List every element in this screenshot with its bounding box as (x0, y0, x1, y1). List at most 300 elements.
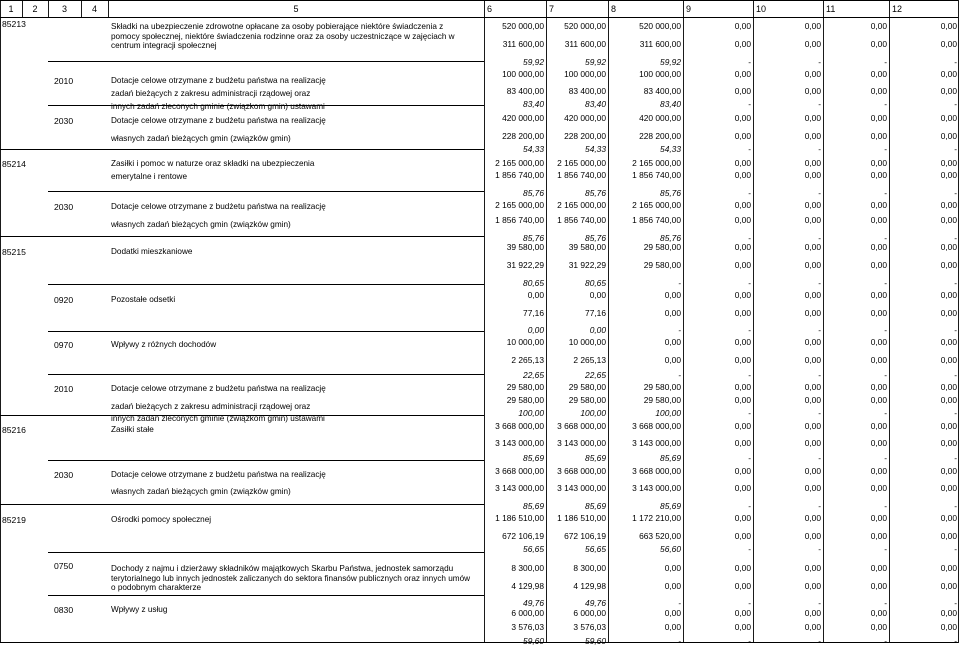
value-cell: 54,33 (523, 144, 544, 154)
value-cell: 2 165 000,00 (632, 158, 681, 168)
value-cell: - (818, 188, 821, 198)
row-description: Dotacje celowe otrzymane z budżetu państwa na realizację (111, 470, 326, 479)
value-cell: 0,00 (940, 563, 957, 573)
section-code: 85213 (2, 19, 26, 29)
value-cell: 6 000,00 (573, 608, 606, 618)
value-cell: 3 668 000,00 (495, 466, 544, 476)
paragraph-code: 2030 (54, 202, 74, 212)
value-cell: 0,00 (664, 563, 681, 573)
value-cell: 663 520,00 (639, 531, 681, 541)
value-cell: 0,00 (870, 113, 887, 123)
value-cell: - (678, 370, 681, 380)
value-cell: 0,00 (940, 69, 957, 79)
value-cell: 0,00 (734, 395, 751, 405)
row-description: innych zadań zleconych gminie (związkom gmin) ustawami (111, 414, 325, 423)
value-cell: 420 000,00 (564, 113, 606, 123)
paragraph-code: 0750 (54, 561, 74, 571)
value-cell: 0,00 (870, 337, 887, 347)
value-cell: 0,00 (870, 69, 887, 79)
value-cell: 0,00 (804, 200, 821, 210)
value-cell: 0,00 (804, 113, 821, 123)
value-cell: 22,65 (523, 370, 544, 380)
value-cell: 0,00 (940, 260, 957, 270)
value-cell: 0,00 (734, 531, 751, 541)
value-cell: 3 143 000,00 (632, 483, 681, 493)
value-cell: - (884, 544, 887, 554)
value-cell: - (818, 370, 821, 380)
value-cell: 0,00 (734, 355, 751, 365)
value-cell: 0,00 (870, 483, 887, 493)
value-cell: 2 165 000,00 (495, 158, 544, 168)
value-cell: 0,00 (940, 113, 957, 123)
value-cell: 0,00 (804, 563, 821, 573)
paragraph-code: 0970 (54, 340, 74, 350)
value-cell: - (748, 325, 751, 335)
value-cell: 420 000,00 (502, 113, 544, 123)
value-cell: 1 856 740,00 (495, 215, 544, 225)
value-cell: - (884, 370, 887, 380)
value-cell: - (884, 278, 887, 288)
value-cell: 0,00 (804, 395, 821, 405)
value-cell: 0,00 (734, 215, 751, 225)
value-cell: 2 165 000,00 (632, 200, 681, 210)
value-cell: - (748, 370, 751, 380)
value-cell: 0,00 (804, 581, 821, 591)
value-cell: 0,00 (734, 608, 751, 618)
value-cell: 3 668 000,00 (557, 466, 606, 476)
value-cell: 0,00 (870, 622, 887, 632)
value-cell: 8 300,00 (511, 563, 544, 573)
value-cell: 0,00 (664, 622, 681, 632)
value-cell: 0,00 (870, 382, 887, 392)
row-description: Dotacje celowe otrzymane z budżetu państwa na realizację (111, 116, 326, 125)
value-cell: - (818, 598, 821, 608)
value-cell: 0,00 (870, 158, 887, 168)
value-cell: 0,00 (804, 131, 821, 141)
row-description: Ośrodki pomocy społecznej (111, 515, 212, 524)
value-cell: - (818, 325, 821, 335)
value-cell: 0,00 (804, 158, 821, 168)
value-cell: - (954, 453, 957, 463)
column-header: 6 (487, 4, 493, 14)
value-cell: 85,69 (660, 453, 681, 463)
value-cell: 0,00 (940, 215, 957, 225)
value-cell: 0,00 (870, 563, 887, 573)
value-cell: 520 000,00 (639, 21, 681, 31)
value-cell: 420 000,00 (639, 113, 681, 123)
value-cell: 1 172 210,00 (632, 513, 681, 523)
value-cell: 0,00 (940, 290, 957, 300)
value-cell: 0,00 (664, 290, 681, 300)
value-cell: 100 000,00 (502, 69, 544, 79)
value-cell: - (884, 57, 887, 67)
value-cell: 3 143 000,00 (557, 483, 606, 493)
value-cell: - (954, 408, 957, 418)
value-cell: - (884, 144, 887, 154)
value-cell: 0,00 (940, 531, 957, 541)
value-cell: 0,00 (734, 200, 751, 210)
value-cell: 56,65 (523, 544, 544, 554)
value-cell: 54,33 (585, 144, 606, 154)
value-cell: 3 576,03 (511, 622, 544, 632)
value-cell: 3 668 000,00 (557, 421, 606, 431)
value-cell: 520 000,00 (564, 21, 606, 31)
value-cell: 0,00 (870, 21, 887, 31)
value-cell: 0,00 (804, 421, 821, 431)
value-cell: 3 668 000,00 (495, 421, 544, 431)
paragraph-code: 2030 (54, 470, 74, 480)
value-cell: 0,00 (804, 260, 821, 270)
value-cell: 0,00 (527, 325, 544, 335)
value-cell: 100,00 (580, 408, 606, 418)
value-cell: 0,00 (940, 513, 957, 523)
column-header: 3 (61, 4, 67, 14)
row-description: Dotacje celowe otrzymane z budżetu państwa na realizację (111, 76, 326, 85)
value-cell: 83 400,00 (643, 86, 681, 96)
value-cell: 22,65 (585, 370, 606, 380)
value-cell: 85,69 (523, 501, 544, 511)
value-cell: 31 922,29 (506, 260, 544, 270)
value-cell: 2 165 000,00 (557, 158, 606, 168)
value-cell: 0,00 (734, 170, 751, 180)
row-description: zadań bieżących z zakresu administracji rządowej oraz (111, 402, 311, 411)
value-cell: 3 143 000,00 (557, 438, 606, 448)
row-description: Składki na ubezpieczenie zdrowotne opłacane za osoby pobierające niektóre świadczenia z pomocy społecznej, niektóre świadczenia rodzinne oraz za osoby uczestniczące w zajęciach w centrum integracji społecznej (111, 22, 455, 51)
value-cell: 0,00 (734, 21, 751, 31)
value-cell: 0,00 (870, 131, 887, 141)
value-cell: 0,00 (870, 242, 887, 252)
value-cell: - (748, 233, 751, 243)
value-cell: 29 580,00 (568, 395, 606, 405)
value-cell: - (818, 636, 821, 646)
value-cell: 0,00 (940, 21, 957, 31)
value-cell: 0,00 (804, 355, 821, 365)
column-header: 12 (892, 4, 903, 14)
value-cell: 4 129,98 (573, 581, 606, 591)
value-cell: - (748, 408, 751, 418)
value-cell: 0,00 (804, 215, 821, 225)
value-cell: - (954, 99, 957, 109)
value-cell: 80,65 (585, 278, 606, 288)
value-cell: - (884, 325, 887, 335)
value-cell: 0,00 (940, 581, 957, 591)
value-cell: - (748, 57, 751, 67)
value-cell: 0,00 (734, 438, 751, 448)
value-cell: 10 000,00 (568, 337, 606, 347)
value-cell: 1 186 510,00 (557, 513, 606, 523)
value-cell: 29 580,00 (506, 395, 544, 405)
value-cell: 0,00 (734, 158, 751, 168)
value-cell: 83,40 (660, 99, 681, 109)
value-cell: 0,00 (804, 337, 821, 347)
value-cell: 59,60 (523, 636, 544, 646)
value-cell: - (954, 544, 957, 554)
value-cell: 0,00 (940, 242, 957, 252)
value-cell: 311 600,00 (564, 39, 606, 49)
value-cell: 0,00 (734, 39, 751, 49)
value-cell: 83,40 (523, 99, 544, 109)
column-header: 1 (8, 4, 14, 14)
value-cell: 672 106,19 (502, 531, 544, 541)
value-cell: - (954, 188, 957, 198)
value-cell: 672 106,19 (564, 531, 606, 541)
value-cell: 0,00 (804, 483, 821, 493)
value-cell: - (818, 544, 821, 554)
value-cell: 0,00 (734, 69, 751, 79)
section-code: 85214 (2, 159, 26, 169)
value-cell: 29 580,00 (506, 382, 544, 392)
value-cell: - (884, 453, 887, 463)
value-cell: - (954, 598, 957, 608)
value-cell: 0,00 (870, 39, 887, 49)
value-cell: 77,16 (523, 308, 544, 318)
value-cell: 85,76 (523, 233, 544, 243)
value-cell: - (748, 144, 751, 154)
value-cell: - (954, 325, 957, 335)
value-cell: 0,00 (589, 325, 606, 335)
value-cell: 0,00 (870, 608, 887, 618)
value-cell: - (748, 188, 751, 198)
column-header: 7 (549, 4, 555, 14)
value-cell: 85,76 (660, 188, 681, 198)
value-cell: 100 000,00 (639, 69, 681, 79)
column-header: 10 (756, 4, 767, 14)
value-cell: 31 922,29 (568, 260, 606, 270)
value-cell: 85,76 (585, 233, 606, 243)
value-cell: - (884, 233, 887, 243)
value-cell: 29 580,00 (643, 382, 681, 392)
value-cell: 0,00 (734, 466, 751, 476)
value-cell: 0,00 (804, 21, 821, 31)
value-cell: 77,16 (585, 308, 606, 318)
value-cell: 3 143 000,00 (632, 438, 681, 448)
column-header: 4 (91, 4, 97, 14)
value-cell: - (954, 278, 957, 288)
value-cell: 0,00 (734, 242, 751, 252)
row-description: Zasiłki stałe (111, 425, 154, 434)
value-cell: 0,00 (664, 581, 681, 591)
value-cell: 0,00 (940, 608, 957, 618)
value-cell: - (678, 278, 681, 288)
value-cell: 0,00 (804, 466, 821, 476)
row-description: Dodatki mieszkaniowe (111, 247, 193, 256)
value-cell: 0,00 (804, 608, 821, 618)
value-cell: - (818, 233, 821, 243)
value-cell: 0,00 (870, 438, 887, 448)
value-cell: 0,00 (734, 113, 751, 123)
value-cell: - (954, 636, 957, 646)
value-cell: 0,00 (804, 290, 821, 300)
value-cell: 0,00 (804, 39, 821, 49)
value-cell: 0,00 (734, 86, 751, 96)
value-cell: 2 165 000,00 (495, 200, 544, 210)
value-cell: 0,00 (734, 483, 751, 493)
value-cell: - (954, 57, 957, 67)
row-description: Zasiłki i pomoc w naturze oraz składki na ubezpieczenia (111, 159, 315, 168)
value-cell: 59,60 (585, 636, 606, 646)
value-cell: - (678, 636, 681, 646)
value-cell: 0,00 (940, 622, 957, 632)
value-cell: 0,00 (940, 382, 957, 392)
value-cell: 85,76 (523, 188, 544, 198)
value-cell: 0,00 (870, 170, 887, 180)
value-cell: 0,00 (734, 421, 751, 431)
value-cell: 0,00 (734, 382, 751, 392)
value-cell: 0,00 (940, 86, 957, 96)
value-cell: 0,00 (804, 513, 821, 523)
value-cell: 4 129,98 (511, 581, 544, 591)
paragraph-code: 0830 (54, 605, 74, 615)
value-cell: 0,00 (870, 421, 887, 431)
column-header: 9 (686, 4, 692, 14)
value-cell: 49,76 (523, 598, 544, 608)
value-cell: - (954, 144, 957, 154)
value-cell: 29 580,00 (568, 382, 606, 392)
value-cell: 59,92 (585, 57, 606, 67)
section-code: 85219 (2, 515, 26, 525)
value-cell: 0,00 (804, 86, 821, 96)
value-cell: 0,00 (870, 531, 887, 541)
value-cell: 520 000,00 (502, 21, 544, 31)
value-cell: 0,00 (940, 308, 957, 318)
value-cell: - (678, 325, 681, 335)
row-description: Wpływy z różnych dochodów (111, 340, 217, 349)
value-cell: 0,00 (734, 581, 751, 591)
value-cell: 83,40 (585, 99, 606, 109)
value-cell: 1 856 740,00 (495, 170, 544, 180)
value-cell: - (748, 598, 751, 608)
paragraph-code: 0920 (54, 295, 74, 305)
value-cell: 49,76 (585, 598, 606, 608)
value-cell: 0,00 (804, 382, 821, 392)
value-cell: 10 000,00 (506, 337, 544, 347)
value-cell: 311 600,00 (639, 39, 681, 49)
value-cell: 0,00 (940, 170, 957, 180)
value-cell: 0,00 (527, 290, 544, 300)
value-cell: 0,00 (734, 622, 751, 632)
value-cell: 0,00 (870, 215, 887, 225)
value-cell: 0,00 (870, 200, 887, 210)
value-cell: - (748, 99, 751, 109)
value-cell: 0,00 (940, 421, 957, 431)
value-cell: 100 000,00 (564, 69, 606, 79)
value-cell: 0,00 (804, 242, 821, 252)
value-cell: 85,69 (660, 501, 681, 511)
value-cell: - (884, 99, 887, 109)
value-cell: - (954, 370, 957, 380)
paragraph-code: 2010 (54, 384, 74, 394)
value-cell: 80,65 (523, 278, 544, 288)
value-cell: 0,00 (940, 438, 957, 448)
value-cell: 0,00 (940, 200, 957, 210)
column-header: 5 (293, 4, 299, 14)
value-cell: 0,00 (870, 355, 887, 365)
value-cell: 56,65 (585, 544, 606, 554)
value-cell: 0,00 (734, 260, 751, 270)
value-cell: 85,76 (660, 233, 681, 243)
value-cell: 85,69 (585, 453, 606, 463)
value-cell: 100,00 (655, 408, 681, 418)
value-cell: 100,00 (518, 408, 544, 418)
value-cell: - (678, 598, 681, 608)
value-cell: 83 400,00 (506, 86, 544, 96)
value-cell: - (884, 501, 887, 511)
value-cell: 228 200,00 (639, 131, 681, 141)
value-cell: 0,00 (940, 395, 957, 405)
value-cell: 3 143 000,00 (495, 483, 544, 493)
column-header: 11 (826, 4, 836, 14)
value-cell: 0,00 (804, 438, 821, 448)
value-cell: 2 265,13 (573, 355, 606, 365)
value-cell: 0,00 (734, 337, 751, 347)
value-cell: 228 200,00 (564, 131, 606, 141)
value-cell: 311 600,00 (502, 39, 544, 49)
value-cell: 29 580,00 (643, 395, 681, 405)
value-cell: 0,00 (734, 513, 751, 523)
value-cell: 0,00 (734, 131, 751, 141)
value-cell: - (818, 501, 821, 511)
row-description: zadań bieżących z zakresu administracji rządowej oraz (111, 89, 311, 98)
value-cell: 6 000,00 (511, 608, 544, 618)
value-cell: 39 580,00 (568, 242, 606, 252)
value-cell: 83 400,00 (568, 86, 606, 96)
row-description: Dotacje celowe otrzymane z budżetu państwa na realizację (111, 384, 326, 393)
value-cell: 3 576,03 (573, 622, 606, 632)
value-cell: 3 668 000,00 (632, 466, 681, 476)
value-cell: 0,00 (870, 466, 887, 476)
value-cell: 228 200,00 (502, 131, 544, 141)
section-code: 85216 (2, 425, 26, 435)
value-cell: 1 856 740,00 (557, 215, 606, 225)
value-cell: 0,00 (940, 483, 957, 493)
value-cell: - (818, 453, 821, 463)
value-cell: - (748, 501, 751, 511)
row-description: emerytalne i rentowe (111, 172, 187, 181)
value-cell: 3 668 000,00 (632, 421, 681, 431)
column-header: 8 (611, 4, 617, 14)
value-cell: 0,00 (940, 337, 957, 347)
value-cell: 85,69 (523, 453, 544, 463)
value-cell: 85,76 (585, 188, 606, 198)
value-cell: - (748, 278, 751, 288)
value-cell: 2 165 000,00 (557, 200, 606, 210)
row-description: Dochody z najmu i dzierżawy składników majątkowych Skarbu Państwa, jednostek samorządu terytorialnego lub innych jednostek zaliczanych do sektora finansów publicznych oraz innych umów o podobnym charakterze (111, 564, 471, 593)
value-cell: 0,00 (664, 308, 681, 318)
paragraph-code: 2030 (54, 116, 74, 126)
value-cell: - (884, 636, 887, 646)
value-cell: 0,00 (804, 69, 821, 79)
value-cell: 3 143 000,00 (495, 438, 544, 448)
value-cell: - (748, 636, 751, 646)
value-cell: 0,00 (870, 290, 887, 300)
value-cell: 54,33 (660, 144, 681, 154)
value-cell: 0,00 (664, 337, 681, 347)
paragraph-code: 2010 (54, 76, 74, 86)
value-cell: - (954, 501, 957, 511)
row-description: własnych zadań bieżących gmin (związków gmin) (111, 487, 291, 496)
value-cell: - (818, 57, 821, 67)
value-cell: 8 300,00 (573, 563, 606, 573)
value-cell: 1 856 740,00 (557, 170, 606, 180)
value-cell: 0,00 (804, 170, 821, 180)
value-cell: - (748, 453, 751, 463)
value-cell: 0,00 (940, 158, 957, 168)
value-cell: 39 580,00 (506, 242, 544, 252)
column-header: 2 (32, 4, 38, 14)
value-cell: - (954, 233, 957, 243)
value-cell: 0,00 (870, 581, 887, 591)
row-description: innych zadań zleconych gminie (związkom gmin) ustawami (111, 102, 325, 111)
